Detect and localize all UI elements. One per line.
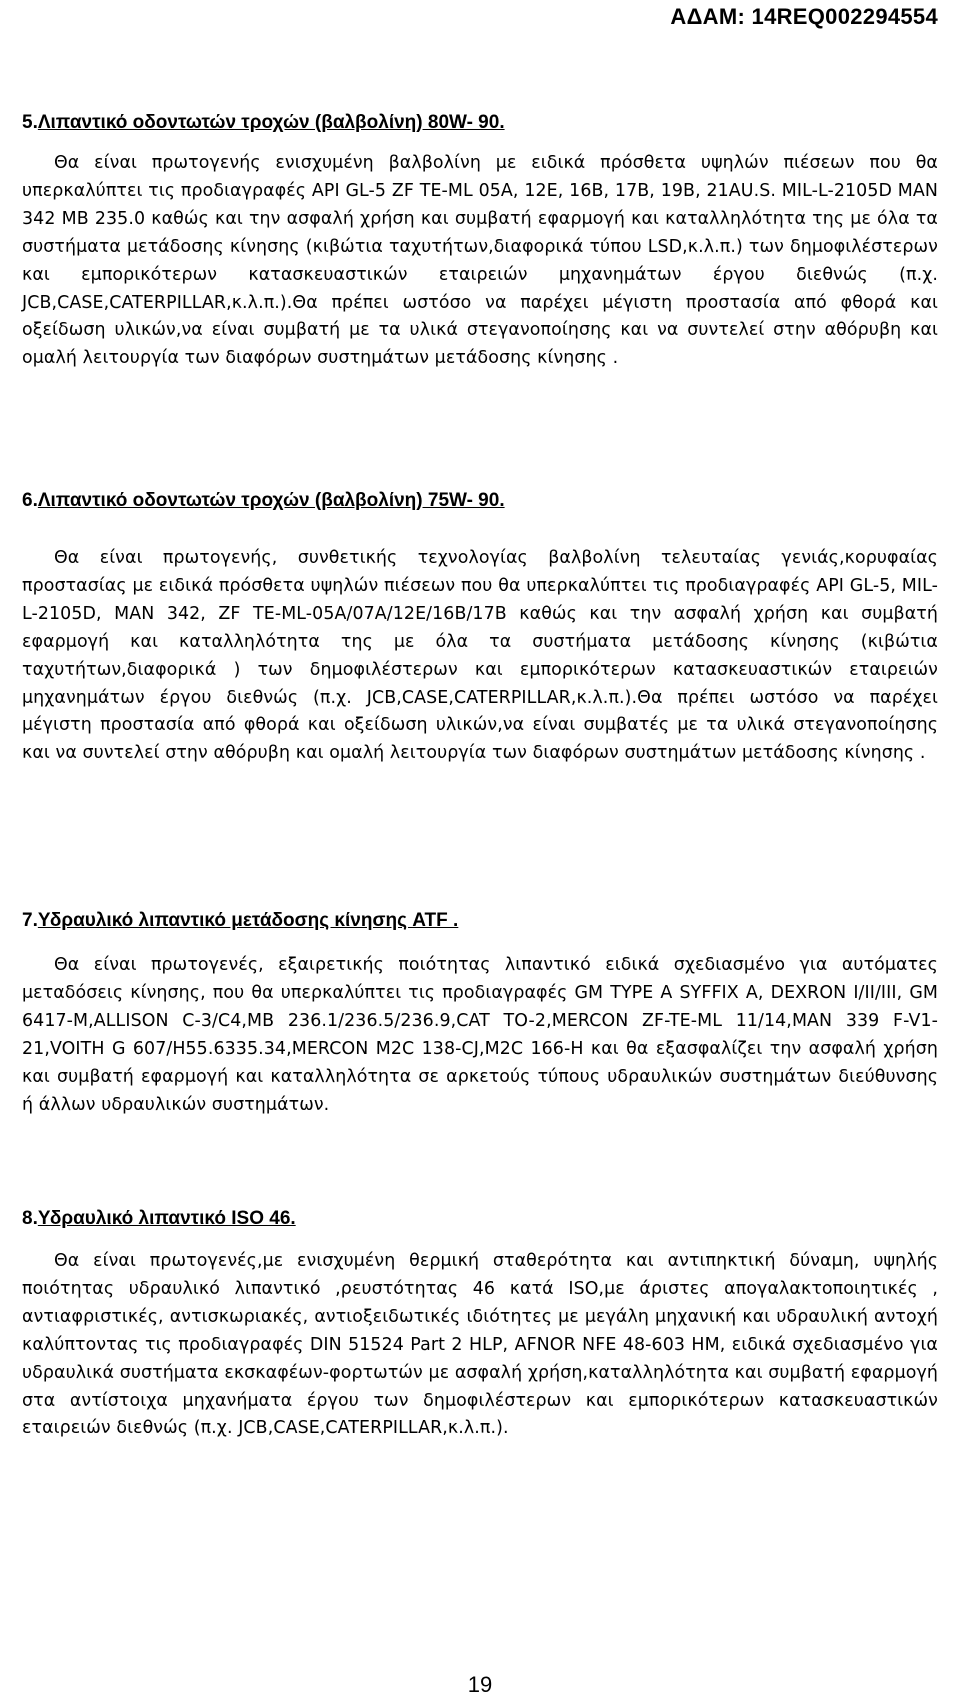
page-number: 19 [467, 1672, 493, 1697]
section-number: 5. [22, 112, 38, 133]
section-title: Υδραυλικό λιπαντικό μετάδοσης κίνησης ATF . [37, 910, 459, 931]
section-heading-7 [22, 910, 458, 932]
section-number: 6. [22, 490, 38, 511]
section-number: 7. [22, 910, 38, 931]
section-number: 8. [22, 1208, 38, 1229]
section-paragraph-8: Θα είναι πρωτογενές,με ενισχυμένη θερμική σταθερότητα και αντιπηκτική δύναμη, υψηλής ποιότητας υδραυλικό λιπαντικό ,ρευστότητας 46 κατά ISO,με άριστες απογαλακτοποιητικές , αντιαφριστικές, αντισκωριακές, αντιοξειδωτικές ιδιότητες με μεγάλη μηχανική και υδραυλική αντοχή καλύπτοντας τις προδιαγραφές DIN 51524 Part 2 HLP, AFNOR NFE 48-603 HM, ειδικά σχεδιασμένο για υδραυλικά συστήματα εκσκαφέων-φορτωτών με ασφαλή χρήση,καταλληλότητα και συμβατή εφαρμογή στα αντίστοιχα μηχανήματα έργου των δημοφιλέστερων και εμπορικότερων κατασκευαστικών εταιρειών διεθνώς (π.χ. JCB,CASE,CATERPILLAR,κ.λ.π.). [22, 1251, 938, 1439]
section-heading-8 [22, 1208, 296, 1230]
section-title: Λιπαντικό οδοντωτών τροχών (βαλβολίνη) 80W- 90. [37, 112, 505, 133]
section-paragraph-7: Θα είναι πρωτογενές, εξαιρετικής ποιότητας λιπαντικό ειδικά σχεδιασμένο για αυτόματες μεταδόσεις κίνησης, που θα υπερκαλύπτει τις προδιαγραφές GM TYPE A SYFFIX A, DEXRON I/II/III, GM 6417-M,ALLISON C-3/C4,MB 236.1/236.5/236.9,CAT TO-2,MERCON ZF-TE-ML 11/14,MAN 339 F-V1-21,VOITH G 607/H55.6335.34,MERCON M2C 138-CJ,M2C 166-H και θα εξασφαλίζει την ασφαλή χρήση και συμβατή εφαρμογή και καταλληλότητα σε αρκετούς τύπους υδραυλικών συστημάτων διεύθυνσης ή άλλων υδραυλικών συστημάτων. [22, 955, 938, 1115]
section-title: Λιπαντικό οδοντωτών τροχών (βαλβολίνη) 75W- 90. [37, 490, 505, 511]
section-heading-6 [22, 490, 505, 512]
section-title: Υδραυλικό λιπαντικό ISO 46. [37, 1208, 296, 1229]
section-heading-5 [22, 112, 505, 134]
section-paragraph-5: Θα είναι πρωτογενής ενισχυμένη βαλβολίνη με ειδικά πρόσθετα υψηλών πιέσεων που θα υπερκαλύπτει τις προδιαγραφές API GL-5 ZF TE-ML 05A, 12E, 16B, 17B, 19B, 21AU.S. MIL-L-2105D MAN 342 MB 235.0 καθώς και την ασφαλή χρήση και συμβατή εφαρμογή και καταλληλότητα της με όλα τα συστήματα μετάδοσης κίνησης (κιβώτια ταχυτήτων,διαφορικά τύπου LSD,κ.λ.π.) των δημοφιλέστερων και εμπορικότερων κατασκευαστικών εταιρειών μηχανημάτων έργου διεθνώς (π.χ. JCB,CASE,CATERPILLAR,κ.λ.π.).Θα πρέπει ωστόσο να παρέχει μέγιστη προστασία από φθορά και οξείδωση υλικών,να είναι συμβατή με τα υλικά στεγανοποίησης και να συντελεί στην αθόρυβη και ομαλή λειτουργία των διαφόρων συστημάτων μετάδοσης κίνησης . [22, 153, 938, 369]
document-id: ΑΔΑΜ: 14REQ002294554 [670, 4, 938, 29]
section-paragraph-6: Θα είναι πρωτογενής, συνθετικής τεχνολογίας βαλβολίνη τελευταίας γενιάς,κορυφαίας προστασίας με ειδικά πρόσθετα υψηλών πιέσεων που θα υπερκαλύπτει τις προδιαγραφές API GL-5, MIL-L-2105D, MAN 342, ZF TE-ML-05A/07A/12E/16B/17B καθώς και την ασφαλή χρήση και συμβατή εφαρμογή και καταλληλότητα της με όλα τα συστήματα μετάδοσης κίνησης (κιβώτια ταχυτήτων,διαφορικά ) των δημοφιλέστερων και εμπορικότερων κατασκευαστικών εταιρειών μηχανημάτων έργου διεθνώς (π.χ. JCB,CASE,CATERPILLAR,κ.λ.π.).Θα πρέπει ωστόσο να παρέχει μέγιστη προστασία από φθορά και οξείδωση υλικών,να είναι συμβατές με τα υλικά στεγανοποίησης και να συντελεί στην αθόρυβη και ομαλή λειτουργία των διαφόρων συστημάτων μετάδοσης κίνησης . [22, 548, 938, 764]
